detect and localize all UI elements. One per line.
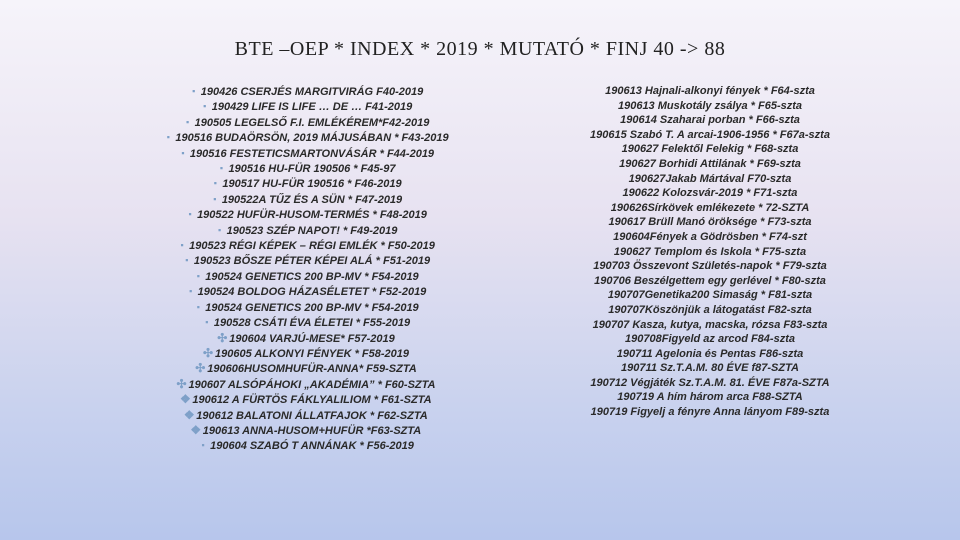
list-item: 190703 Összevont Születés-napok * F79-szta — [593, 260, 827, 273]
cross-bullet-icon: ✣ — [202, 345, 214, 360]
list-item-text: 190604 VARJÚ-MESE* F57-2019 — [229, 332, 395, 345]
list-item — [140, 192, 470, 207]
list-item: 190626Sírkövek emlékezete * 72-SZTA — [610, 201, 810, 214]
list-item — [140, 223, 470, 238]
square-bullet-icon: ▪ — [217, 224, 222, 235]
list-item — [140, 392, 470, 407]
list-item: 190615 Szabó T. A arcai-1906-1956 * F67a-szta — [590, 128, 830, 141]
list-item-text: 190613 ANNA-HUSOM+HUFÜR *F63-SZTA — [202, 424, 422, 437]
list-item-text: 190522A TŰZ ÉS A SÜN * F47-2019 — [221, 193, 403, 206]
list-item: 190707Köszönjük a látogatást F82-szta — [608, 303, 812, 316]
list-item-text: 190516 FESTETICSMARTONVÁSÁR * F44-2019 — [189, 147, 435, 160]
list-item-text: 190522 HUFÜR-HUSOM-TERMÉS * F48-2019 — [197, 209, 427, 222]
square-bullet-icon: ▪ — [201, 440, 205, 451]
list-item-text: 190605 ALKONYI FÉNYEK * F58-2019 — [214, 347, 409, 360]
list-item — [140, 315, 470, 330]
list-item — [140, 408, 470, 423]
cross-bullet-icon: ✣ — [195, 361, 206, 376]
list-item-text: 190528 CSÁTI ÉVA ÉLETEI * F55-2019 — [213, 317, 411, 330]
list-item — [140, 130, 470, 145]
list-item-text: 190516 BUDAÖRSÖN, 2019 MÁJUSÁBAN * F43-2019 — [175, 132, 449, 145]
square-bullet-icon: ▪ — [185, 255, 189, 266]
left-index-list — [140, 84, 470, 454]
list-item-text: 190606HUSOMHUFÜR-ANNA* F59-SZTA — [207, 363, 417, 376]
diamond-bullet-icon: ❖ — [190, 422, 202, 437]
list-item — [140, 331, 470, 346]
list-item — [140, 176, 470, 191]
cross-bullet-icon: ✣ — [217, 330, 228, 345]
list-item — [140, 99, 470, 114]
list-item — [140, 377, 470, 392]
list-item: 190613 Hajnali-alkonyi fények * F64-szta — [605, 85, 815, 97]
list-item — [140, 300, 470, 315]
square-bullet-icon: ▪ — [213, 178, 217, 189]
list-item: 190711 Sz.T.A.M. 80 ÉVE f87-SZTA — [621, 362, 799, 375]
list-item-text: 190517 HU-FÜR 190516 * F46-2019 — [222, 178, 402, 191]
list-item-text: 190607 ALSÓPÁHOKI „AKADÉMIA” * F60-SZTA — [188, 378, 436, 391]
list-item: 190627 Templom és Iskola * F75-szta — [613, 245, 807, 258]
list-item: 190707Genetika200 Simaság * F81-szta — [607, 289, 813, 302]
right-index-list — [560, 84, 860, 420]
list-item: 190719 A hím három arca F88-SZTA — [617, 391, 803, 404]
list-item: 190604Fények a Gödrösben * F74-szt — [613, 230, 807, 243]
list-item: 190707 Kasza, kutya, macska, rózsa F83-szta — [592, 318, 828, 331]
square-bullet-icon: ▪ — [196, 270, 200, 281]
list-item-text: 190516 HU-FÜR 190506 * F45-97 — [228, 163, 396, 176]
square-bullet-icon: ▪ — [203, 101, 207, 112]
list-item: 190711 Agelonia és Pentas F86-szta — [616, 347, 804, 360]
list-item: 190706 Beszélgettem egy gerlével * F80-szta — [594, 274, 826, 287]
list-item — [140, 115, 470, 130]
list-item-text: 190612 A FÜRTÖS FÁKLYALILIOM * F61-SZTA — [192, 394, 432, 407]
list-item: 190627Jakab Mártával F70-szta — [628, 172, 792, 185]
list-item: 190617 Brüll Manó öröksége * F73-szta — [608, 216, 812, 229]
list-item-text: 190523 BŐSZE PÉTER KÉPEI ALÁ * F51-2019 — [193, 255, 431, 268]
list-item-text: 190604 SZABÓ T ANNÁNAK * F56-2019 — [210, 440, 414, 453]
square-bullet-icon: ▪ — [189, 286, 193, 297]
list-item: 190622 Kolozsvár-2019 * F71-szta — [622, 187, 798, 200]
cross-bullet-icon: ✣ — [176, 376, 187, 391]
list-item — [140, 423, 470, 438]
list-item: 190627 Borhidi Attilának * F69-szta — [619, 157, 801, 170]
square-bullet-icon: ▪ — [186, 116, 190, 127]
square-bullet-icon: ▪ — [188, 209, 192, 220]
square-bullet-icon: ▪ — [180, 240, 184, 251]
list-item — [140, 361, 470, 376]
list-item — [140, 238, 470, 253]
list-item: 190712 Végjáték Sz.T.A.M. 81. ÉVE F87a-SZTA — [590, 376, 830, 389]
list-item: 190708Figyeld az arcod F84-szta — [625, 333, 795, 346]
diamond-bullet-icon: ❖ — [183, 407, 195, 422]
list-item-text: 190505 LEGELSŐ F.I. EMLÉKÉREM*F42-2019 — [194, 116, 430, 129]
list-item-text: 190429 LIFE IS LIFE … DE … F41-2019 — [211, 101, 413, 114]
list-item-text: 190524 BOLDOG HÁZASÉLETET * F52-2019 — [197, 286, 427, 299]
list-item — [140, 161, 470, 176]
list-item-text: 190426 CSERJÉS MARGITVIRÁG F40-2019 — [200, 86, 424, 98]
list-item — [140, 253, 470, 268]
square-bullet-icon: ▪ — [219, 163, 224, 174]
list-item: 190627 Felektől Felekig * F68-szta — [621, 143, 799, 156]
list-item — [140, 207, 470, 222]
list-item — [140, 146, 470, 161]
square-bullet-icon: ▪ — [192, 86, 196, 96]
list-item-text: 190523 SZÉP NAPOT! * F49-2019 — [226, 224, 398, 237]
square-bullet-icon: ▪ — [196, 301, 200, 312]
list-item — [140, 284, 470, 299]
list-item — [140, 84, 470, 99]
list-item-text: 190612 BALATONI ÁLLATFAJOK * F62-SZTA — [196, 409, 428, 422]
diamond-bullet-icon: ❖ — [180, 392, 191, 407]
list-item: 190719 Figyelj a fényre Anna lányom F89-szta — [590, 406, 830, 419]
list-item: 190614 Szaharai porban * F66-szta — [620, 114, 800, 127]
list-item-text: 190523 RÉGI KÉPEK – RÉGI EMLÉK * F50-2019 — [189, 240, 435, 253]
square-bullet-icon: ▪ — [166, 132, 170, 143]
list-item-text: 190524 GENETICS 200 BP-MV * F54-2019 — [205, 301, 419, 314]
square-bullet-icon: ▪ — [205, 317, 209, 328]
list-item-text: 190524 GENETICS 200 BP-MV * F54-2019 — [205, 270, 419, 283]
list-item — [140, 438, 470, 453]
list-item — [140, 346, 470, 361]
square-bullet-icon: ▪ — [213, 193, 217, 204]
list-item — [140, 269, 470, 284]
slide-title: BTE –OEP * INDEX * 2019 * MUTATÓ * FINJ 40 -> 88 — [234, 38, 726, 60]
list-item: 190613 Muskotály zsálya * F65-szta — [617, 99, 803, 112]
square-bullet-icon: ▪ — [181, 147, 185, 158]
